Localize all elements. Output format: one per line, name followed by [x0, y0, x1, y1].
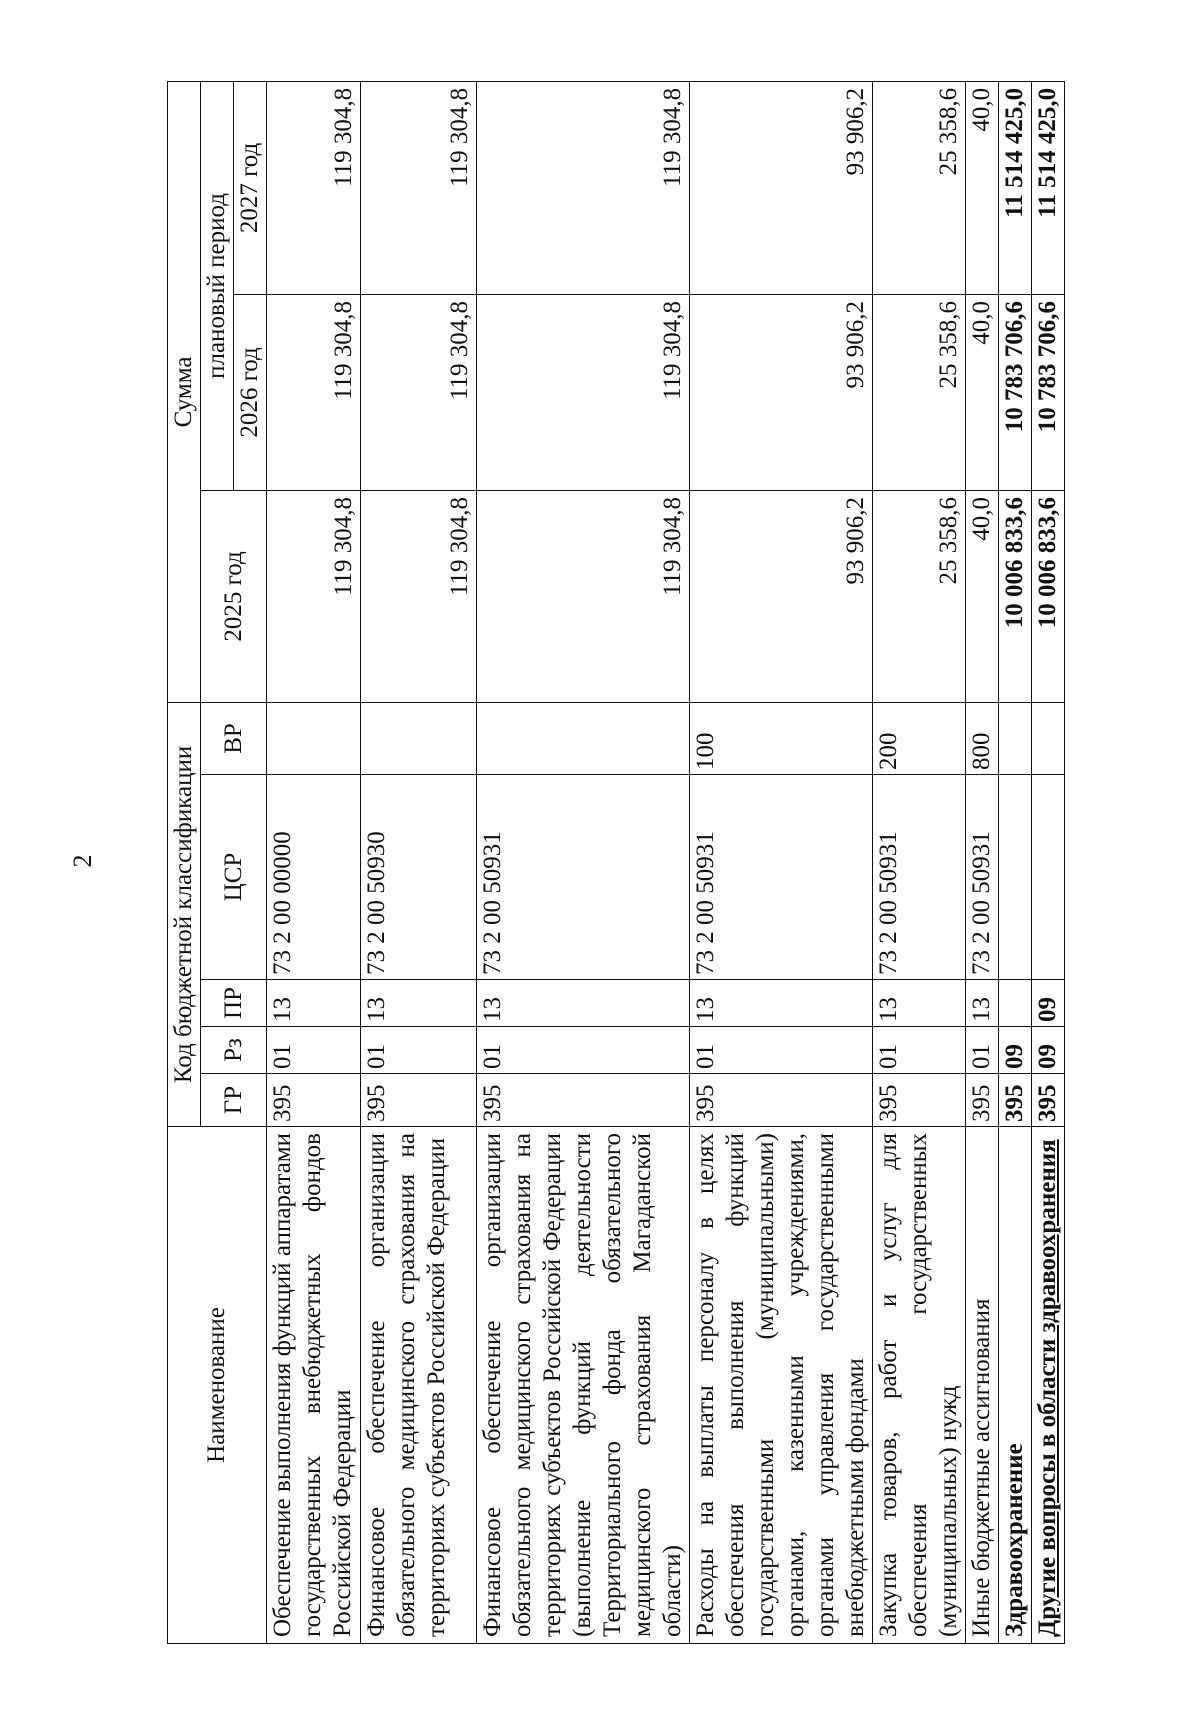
row-2027: 11 514 425,0	[999, 81, 1032, 294]
row-rz: 01	[361, 1027, 477, 1074]
page-number: 2	[68, 854, 97, 868]
row-rz: 01	[690, 1027, 873, 1074]
row-name: Расходы на выплаты персоналу в целях обеспечения выполнения функций государственными (муниципальными) органами, казенными учреждениями, органами управления государственными внебюджетными фондами	[690, 1127, 873, 1644]
row-name: Обеспечение выполнения функций аппаратами государственных внебюджетных фондов Российской Федерации	[267, 1127, 361, 1644]
row-gr: 395	[361, 1074, 477, 1127]
row-rz: 01	[966, 1027, 999, 1074]
header-2026: 2026 год	[234, 294, 267, 490]
row-csr	[999, 775, 1032, 980]
table-row	[690, 81, 873, 1643]
header-name: Наименование	[168, 1127, 267, 1644]
row-pr	[999, 980, 1032, 1027]
row-2026: 93 906,2	[690, 294, 873, 490]
header-rz: Рз	[201, 1027, 267, 1074]
row-2025: 10 006 833,6	[1032, 490, 1065, 702]
row-gr: 395	[690, 1074, 873, 1127]
row-2026: 25 358,6	[873, 294, 966, 490]
row-csr: 73 2 00 00000	[267, 775, 361, 980]
row-2027: 119 304,8	[477, 81, 690, 294]
row-pr: 13	[267, 980, 361, 1027]
row-2027: 25 358,6	[873, 81, 966, 294]
row-2025: 10 006 833,6	[999, 490, 1032, 702]
row-2025: 25 358,6	[873, 490, 966, 702]
row-name	[1032, 1127, 1065, 1644]
row-2026: 10 783 706,6	[1032, 294, 1065, 490]
row-vr: 800	[966, 702, 999, 774]
header-vr: ВР	[201, 702, 267, 774]
row-vr	[361, 702, 477, 774]
row-csr: 73 2 00 50931	[873, 775, 966, 980]
row-csr: 73 2 00 50931	[690, 775, 873, 980]
table-row-total	[1032, 81, 1065, 1643]
row-2025: 119 304,8	[267, 490, 361, 702]
rotated-table-frame	[167, 82, 1061, 1644]
rotated-table-content	[167, 82, 1061, 1644]
row-gr: 395	[267, 1074, 361, 1127]
header-2027: 2027 год	[234, 81, 267, 294]
row-pr: 13	[873, 980, 966, 1027]
header-sum-group: Сумма	[168, 81, 201, 702]
row-csr: 73 2 00 50931	[477, 775, 690, 980]
row-gr: 395	[999, 1074, 1032, 1127]
row-gr: 395	[966, 1074, 999, 1127]
row-gr: 395	[873, 1074, 966, 1127]
row-csr	[1032, 775, 1065, 980]
row-rz: 01	[873, 1027, 966, 1074]
row-gr: 395	[1032, 1074, 1065, 1127]
row-vr	[1032, 702, 1065, 774]
row-2025: 119 304,8	[477, 490, 690, 702]
header-gr: ГР	[201, 1074, 267, 1127]
row-name: Финансовое обеспечение организации обязательного медицинского страхования на территориях субъектов Российской Федерации	[361, 1127, 477, 1644]
table-row	[361, 81, 477, 1643]
row-2026: 119 304,8	[361, 294, 477, 490]
table-row	[477, 81, 690, 1643]
row-vr	[267, 702, 361, 774]
table-row	[267, 81, 361, 1643]
row-2026: 40,0	[966, 294, 999, 490]
row-2026: 10 783 706,6	[999, 294, 1032, 490]
row-2025: 119 304,8	[361, 490, 477, 702]
row-csr: 73 2 00 50930	[361, 775, 477, 980]
header-plan-period: плановый период	[201, 81, 234, 490]
row-2027: 119 304,8	[267, 81, 361, 294]
row-vr	[999, 702, 1032, 774]
header-code-group: Код бюджетной классификации	[168, 702, 201, 1126]
row-name: Иные бюджетные ассигнования	[966, 1127, 999, 1644]
row-rz: 09	[999, 1027, 1032, 1074]
table-row	[966, 81, 999, 1643]
row-2026: 119 304,8	[477, 294, 690, 490]
row-name: Финансовое обеспечение организации обязательного медицинского страхования на территориях субъектов Российской Федерации (выполнение функций деятельности Территориального фонда обязательного медицинского страхования Магаданской области)	[477, 1127, 690, 1644]
row-vr: 100	[690, 702, 873, 774]
row-2025: 93 906,2	[690, 490, 873, 702]
row-gr: 395	[477, 1074, 690, 1127]
row-2027: 40,0	[966, 81, 999, 294]
row-2025: 40,0	[966, 490, 999, 702]
row-2027: 93 906,2	[690, 81, 873, 294]
header-2025: 2025 год	[201, 490, 267, 702]
row-pr: 13	[690, 980, 873, 1027]
row-2027: 119 304,8	[361, 81, 477, 294]
header-pr: ПР	[201, 980, 267, 1027]
row-pr: 13	[477, 980, 690, 1027]
row-name: Здравоохранение	[999, 1127, 1032, 1644]
table-row	[873, 81, 966, 1643]
row-vr: 200	[873, 702, 966, 774]
row-pr: 13	[966, 980, 999, 1027]
row-pr: 09	[1032, 980, 1065, 1027]
row-rz: 01	[477, 1027, 690, 1074]
row-rz: 09	[1032, 1027, 1065, 1074]
row-csr: 73 2 00 50931	[966, 775, 999, 980]
budget-table	[167, 81, 1065, 1644]
row-vr	[477, 702, 690, 774]
row-pr: 13	[361, 980, 477, 1027]
header-csr: ЦСР	[201, 775, 267, 980]
table-row-total	[999, 81, 1032, 1643]
row-rz: 01	[267, 1027, 361, 1074]
row-2026: 119 304,8	[267, 294, 361, 490]
row-name-text: Другие вопросы в области здравоохранения	[1034, 1139, 1061, 1637]
row-2027: 11 514 425,0	[1032, 81, 1065, 294]
row-name: Закупка товаров, работ и услуг для обеспечения государственных (муниципальных) нужд	[873, 1127, 966, 1644]
